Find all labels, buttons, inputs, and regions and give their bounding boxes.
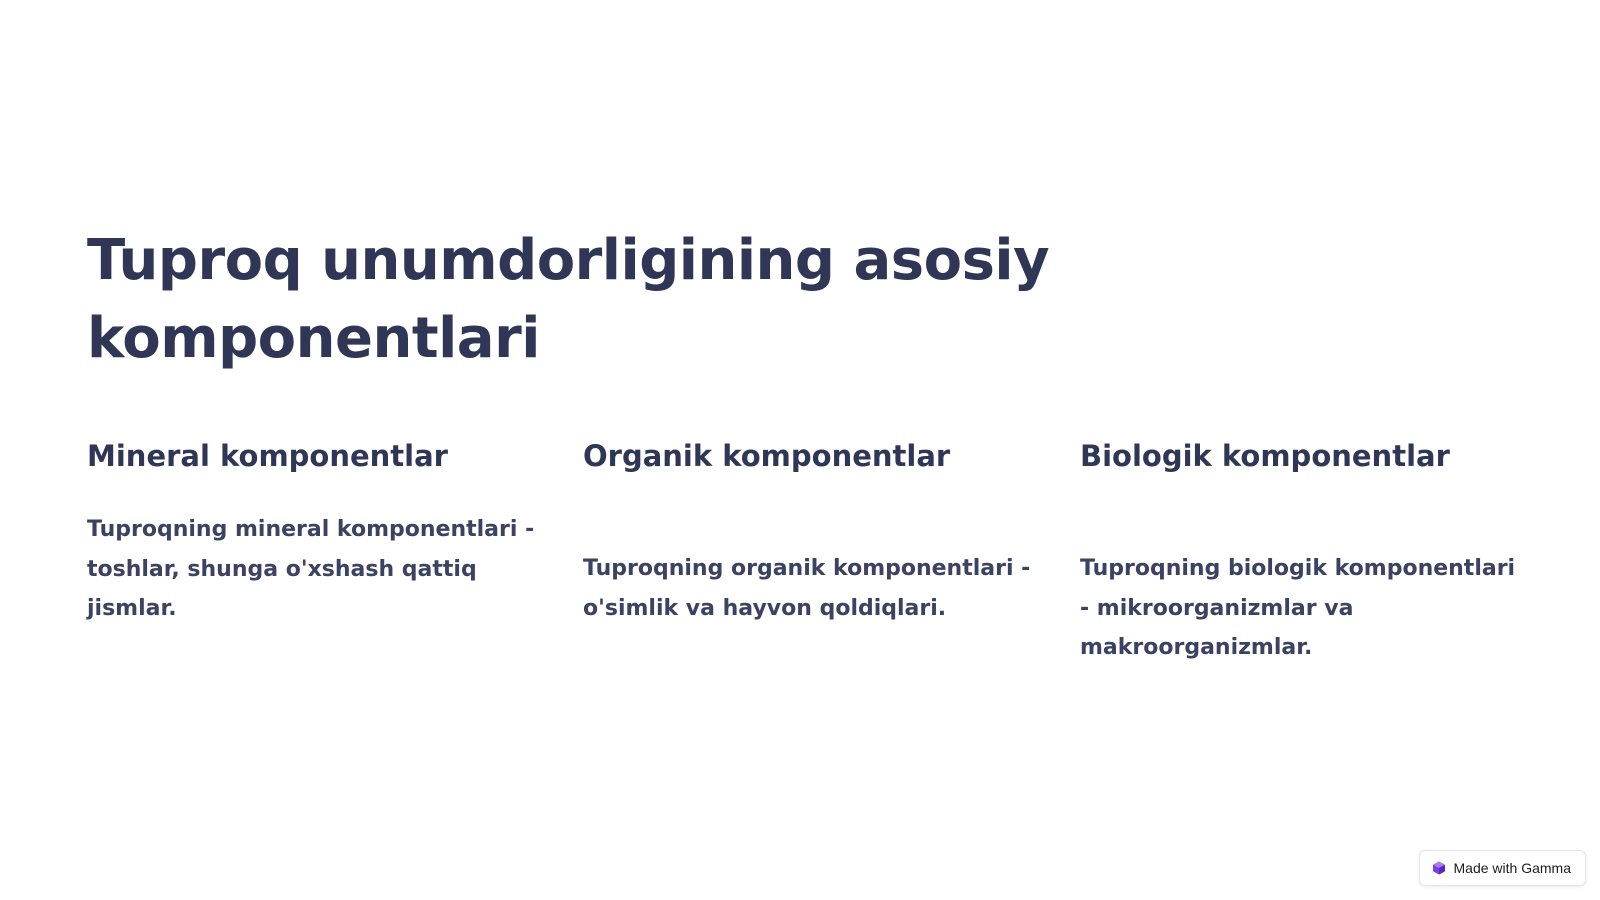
slide-title: Tuproq unumdorligining asosiy komponentlari — [87, 228, 1050, 371]
column-organic — [583, 436, 1033, 621]
column-body: Tuproqning organik komponentlari - o'simlik va hayvon qoldiqlari. — [583, 556, 1031, 621]
gamma-logo-icon — [1432, 861, 1446, 875]
column-heading: Biologik komponentlar — [1080, 439, 1450, 473]
badge-label: Made with Gamma — [1453, 860, 1571, 876]
column-body: Tuproqning biologik komponentlari - mikroorganizmlar va makroorganizmlar. — [1080, 556, 1516, 660]
made-with-gamma-badge[interactable] — [1419, 850, 1586, 886]
column-mineral — [87, 436, 537, 621]
column-heading: Mineral komponentlar — [87, 439, 448, 473]
column-body: Tuproqning mineral komponentlari - toshlar, shunga o'xshash qattiq jismlar. — [87, 517, 535, 621]
column-biological — [1080, 436, 1530, 660]
column-heading: Organik komponentlar — [583, 439, 951, 473]
